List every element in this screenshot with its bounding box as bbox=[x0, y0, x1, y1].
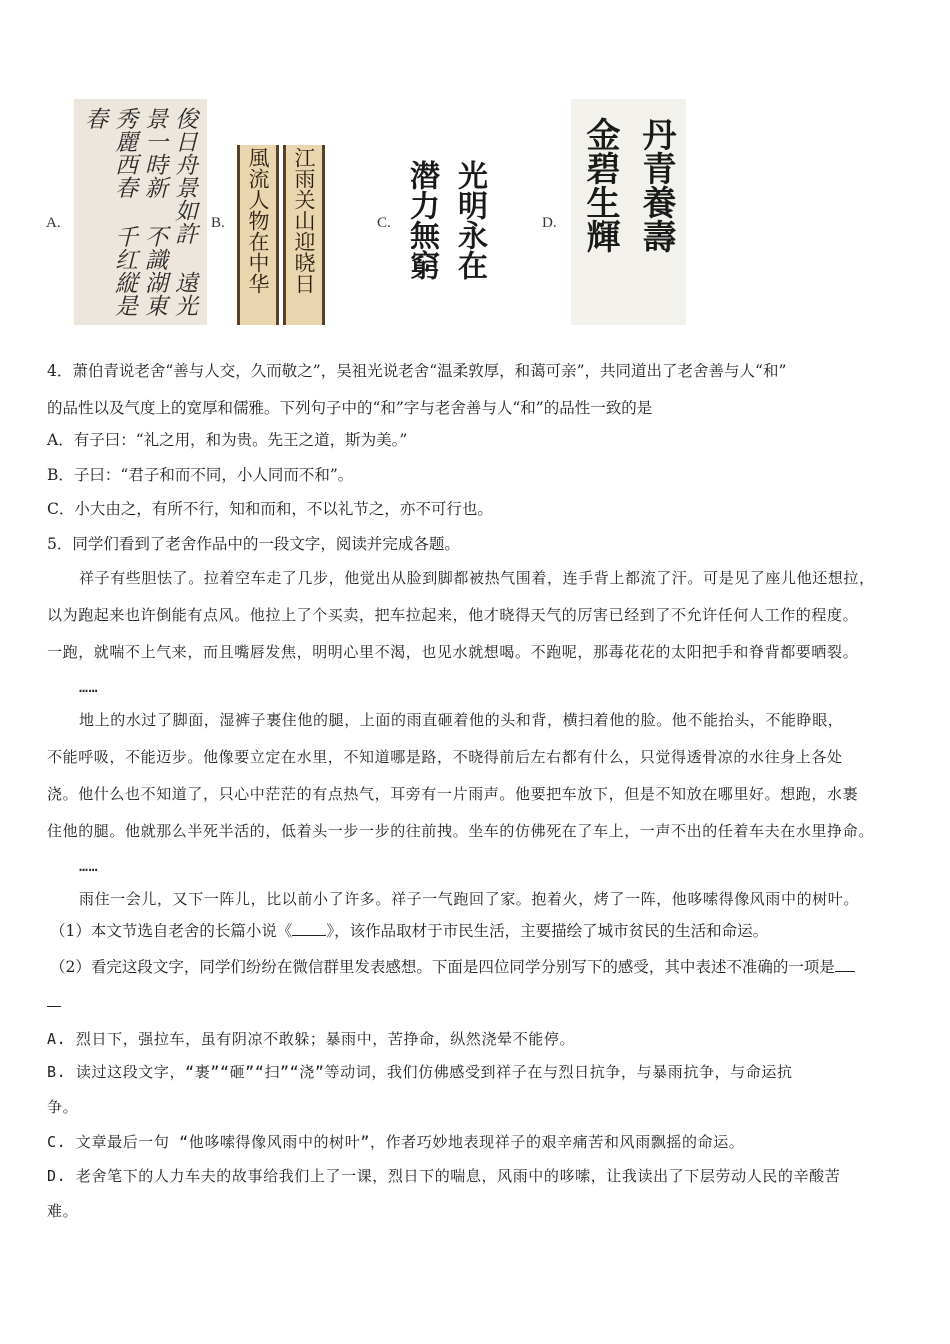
q5-sub2-line1 bbox=[50, 957, 855, 977]
calligraphy-a-col2: 遠光景一時新 bbox=[141, 107, 197, 317]
q5-option-d-line1[interactable]: D. 老舍笔下的人力车夫的故事给我们上了一课，烈日下的喘息，风雨中的哆嗦，让我读出了下层劳动人民的辛酸苦 bbox=[47, 1167, 841, 1185]
q5-sub2-blank[interactable] bbox=[835, 957, 855, 972]
calligraphy-a-col4: 千红縦是春 bbox=[81, 107, 137, 317]
q4-option-b[interactable]: B．子曰：“君子和而不同，小人同而不和”。 bbox=[47, 466, 354, 484]
calligraphy-image-a[interactable] bbox=[74, 99, 207, 325]
q4-stem-line2: 的品性以及气度上的宽厚和儒雅。下列句子中的“和”字与老舍善与人“和”的品性一致的是 bbox=[47, 399, 653, 417]
q4-option-c[interactable]: C．小大由之，有所不行，知和而和，不以礼节之，亦不可行也。 bbox=[47, 500, 493, 518]
q4-option-a[interactable]: A．有子曰：“礼之用，和为贵。先王之道，斯为美。” bbox=[47, 431, 408, 449]
q5-sub2-text: （2）看完这段文字，同学们纷纷在微信群里发表感想。下面是四位同学分别写下的感受，其中表述不准确的一项是 bbox=[50, 958, 835, 976]
calligraphy-image-b[interactable] bbox=[237, 145, 325, 326]
q5-sub1 bbox=[50, 921, 768, 941]
q5-stem: 5．同学们看到了老舍作品中的一段文字，阅读并完成各题。 bbox=[47, 535, 460, 553]
q5-sub1-before: （1）本文节选自老舍的长篇小说《 bbox=[50, 922, 293, 940]
passage-p2-line1: 地上的水过了脚面，湿裤子裹住他的腿，上面的雨直砸着他的头和背，横扫着他的脸。他不能抬头，不能睁眼， bbox=[79, 711, 844, 729]
couplet-b-right: 江雨关山迎晓日 bbox=[292, 147, 316, 294]
couplet-d-right: 丹青養壽 bbox=[636, 117, 676, 253]
calligraphy-image-d[interactable] bbox=[571, 99, 686, 325]
calligraphy-a-col3: 不識湖東秀麗西春 bbox=[111, 107, 167, 317]
calligraphy-image-c[interactable] bbox=[398, 150, 494, 322]
couplet-c-left: 潜力無窮 bbox=[404, 160, 439, 280]
passage-p3: 雨住一会儿，又下一阵儿，比以前小了许多。祥子一气跑回了家。抱着火，烤了一阵，他哆嗦得像风雨中的树叶。 bbox=[79, 890, 860, 908]
calligraphy-a-col1: 俊日舟景如許 bbox=[171, 107, 197, 245]
passage-p1-line2: 以为跑起来也许倒能有点风。他拉上了个买卖，把车拉起来，他才晓得天气的厉害已经到了不允许任何人工作的程度。 bbox=[47, 606, 859, 624]
q5-option-a[interactable]: A. 烈日下，强拉车，虽有阴凉不敢躲；暴雨中，苦挣命，纵然浇晕不能停。 bbox=[47, 1030, 576, 1048]
option-c-letter: C. bbox=[377, 215, 391, 231]
couplet-c-right: 光明永在 bbox=[452, 160, 487, 280]
q5-sub2-blank-continued[interactable] bbox=[47, 1006, 61, 1007]
q5-option-c[interactable]: C. 文章最后一句 “他哆嗦得像风雨中的树叶”，作者巧妙地表现祥子的艰辛痛苦和风雨飘摇的命运。 bbox=[47, 1133, 745, 1151]
option-b-letter: B. bbox=[211, 215, 225, 231]
q5-option-d-line2[interactable]: 难。 bbox=[47, 1202, 79, 1220]
couplet-b-left: 風流人物在中华 bbox=[246, 147, 270, 294]
option-d-letter: D. bbox=[542, 215, 557, 231]
option-a-letter: A. bbox=[46, 215, 61, 231]
q5-sub1-blank[interactable] bbox=[292, 921, 326, 936]
q5-option-b-line2[interactable]: 争。 bbox=[47, 1098, 79, 1116]
passage-p1-line1: 祥子有些胆怯了。拉着空车走了几步，他觉出从脸到脚都被热气围着，连手背上都流了汗。可是见了座儿他还想拉， bbox=[79, 569, 875, 587]
couplet-d-left: 金碧生輝 bbox=[580, 117, 620, 253]
q5-sub1-after: 》，该作品取材于市民生活，主要描绘了城市贫民的生活和命运。 bbox=[326, 922, 769, 940]
passage-ellipsis-1: …… bbox=[79, 678, 99, 696]
passage-p2-line3: 浇。他什么也不知道了，只心中茫茫的有点热气，耳旁有一片雨声。他要把车放下，但是不知放在哪里好。想跑，水裹 bbox=[47, 785, 859, 803]
passage-p2-line2: 不能呼吸，不能迈步。他像要立定在水里，不知道哪是路，不晓得前后左右都有什么，只觉得透骨凉的水往身上各处 bbox=[47, 748, 843, 766]
q4-stem-line1: 4．萧伯青说老舍“善与人交，久而敬之”，吴祖光说老舍“温柔敦厚，和蔼可亲”，共同道出了老舍善与人“和” bbox=[47, 362, 787, 380]
q5-option-b-line1[interactable]: B. 读过这段文字，“裹”“砸”“扫”“浇”等动词，我们仿佛感受到祥子在与烈日抗争，与暴雨抗争，与命运抗 bbox=[47, 1063, 793, 1081]
passage-p1-line3: 一跑，就喘不上气来，而且嘴唇发焦，明明心里不渴，也见水就想喝。不跑呢，那毒花花的太阳把手和脊背都要晒裂。 bbox=[47, 643, 859, 661]
passage-ellipsis-2: …… bbox=[79, 857, 99, 875]
passage-p2-line4: 住他的腿。他就那么半死半活的，低着头一步一步的往前拽。坐车的仿佛死在了车上，一声不出的任着车夫在水里挣命。 bbox=[47, 822, 874, 840]
